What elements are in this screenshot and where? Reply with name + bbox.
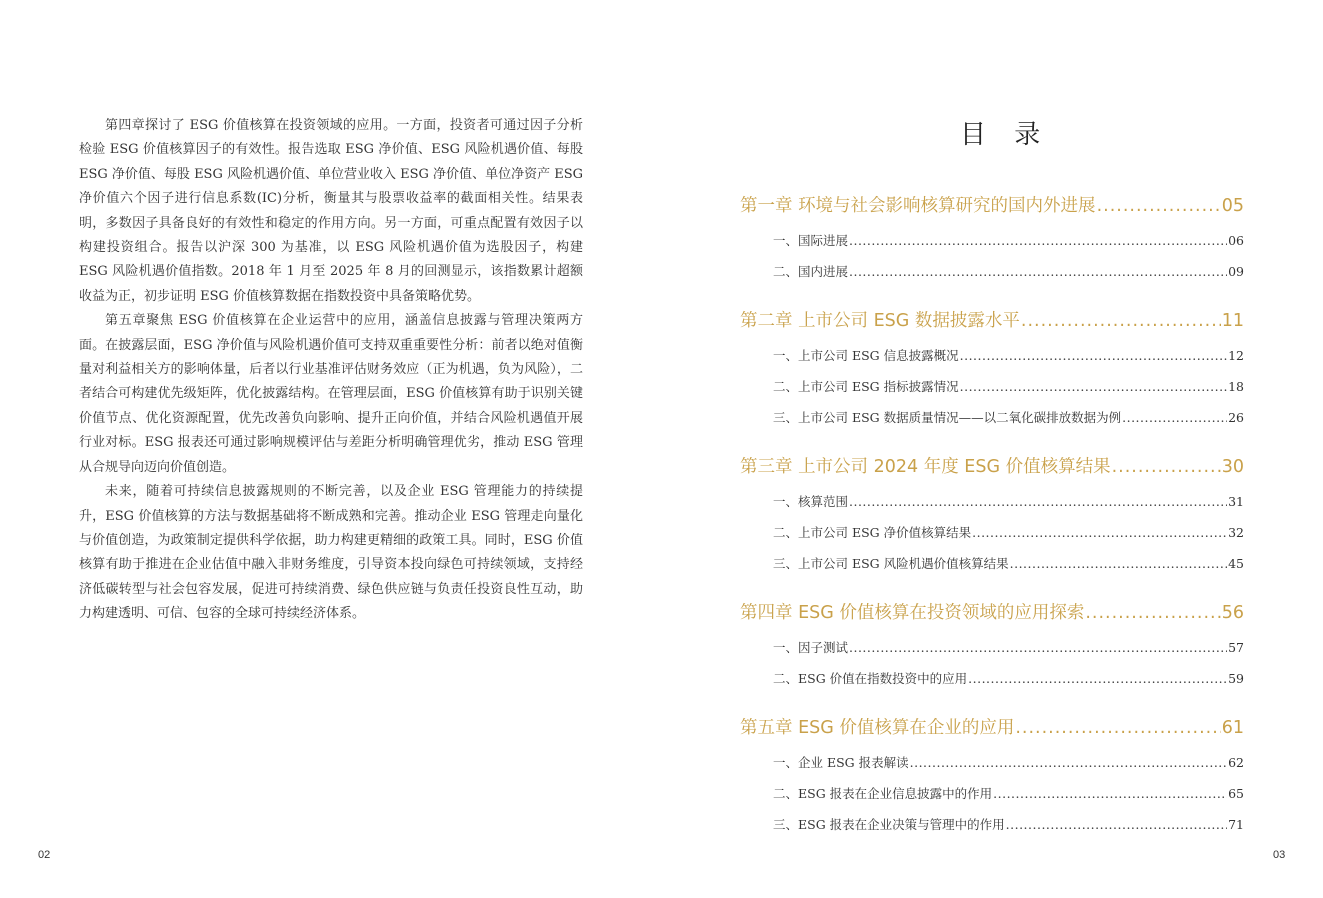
paragraph: 第四章探讨了 ESG 价值核算在投资领域的应用。一方面，投资者可通过因子分析检验 ESG 价值核算因子的有效性。报告选取 ESG 净价值、ESG 风险机遇价值、每股 ESG 净价值、每股 ESG 风险机遇价值、单位营业收入 ESG 净价值、单位净资产 ESG 净价值六个因子进行信息系数(IC)分析，衡量其与股票收益率的截面相关性。结果表明，多数因子具备良好的有效性和稳定的作用方向。另一方面，可重点配置有效因子以构建投资组合。报告以沪深 300 为基准，以 ESG 风险机遇价值为选股因子，构建 ESG 风险机遇价值指数。2018 年 1 月至 2025 年 8 月的回测显示，该指数累计超额收益为正，初步证明 ESG 价值核算数据在指数投资中具备策略优势。 — [79, 118, 583, 304]
section-page: 45 — [1228, 556, 1244, 571]
section-title: 二、国内进展 — [773, 264, 849, 279]
chapter-title: 第一章 环境与社会影响核算研究的国内外进展 — [740, 196, 1096, 216]
section-page: 32 — [1228, 525, 1244, 540]
section-page: 59 — [1228, 671, 1244, 686]
section-page: 62 — [1228, 755, 1244, 770]
section-title: 一、因子测试 — [773, 640, 849, 655]
section-page: 57 — [1228, 640, 1244, 655]
leader-dots — [968, 663, 1227, 694]
section-title: 三、上市公司 ESG 数据质量情况——以二氧化碳排放数据为例 — [773, 410, 1122, 425]
page-number-right: 03 — [1273, 849, 1286, 861]
toc-section[interactable] — [740, 632, 1244, 663]
section-page: 26 — [1228, 410, 1244, 425]
leader-dots — [849, 225, 1227, 256]
toc-section[interactable] — [740, 256, 1244, 287]
toc-section[interactable] — [740, 340, 1244, 371]
toc-section[interactable] — [740, 371, 1244, 402]
section-title: 一、上市公司 ESG 信息披露概况 — [773, 348, 959, 363]
leader-dots — [960, 340, 1227, 371]
chapter-title: 第二章 上市公司 ESG 数据披露水平 — [740, 311, 1020, 331]
leader-dots — [1085, 603, 1220, 623]
chapter-title: 第五章 ESG 价值核算在企业的应用 — [740, 718, 1015, 738]
section-title: 二、ESG 报表在企业信息披露中的作用 — [773, 786, 993, 801]
chapter-title: 第三章 上市公司 2024 年度 ESG 价值核算结果 — [740, 457, 1111, 477]
section-page: 18 — [1228, 379, 1244, 394]
toc-section[interactable] — [740, 225, 1244, 256]
toc-chapter-5[interactable] — [740, 714, 1244, 740]
chapter-title: 第四章 ESG 价值核算在投资领域的应用探索 — [740, 603, 1085, 623]
section-page: 65 — [1228, 786, 1244, 801]
leader-dots — [1112, 457, 1221, 477]
section-title: 二、上市公司 ESG 净价值核算结果 — [773, 525, 972, 540]
leader-dots — [1010, 548, 1227, 579]
toc-section[interactable] — [740, 402, 1244, 433]
toc-section[interactable] — [740, 517, 1244, 548]
toc-section[interactable] — [740, 809, 1244, 840]
chapter-page: 61 — [1221, 718, 1244, 738]
toc-section[interactable] — [740, 747, 1244, 778]
toc-section[interactable] — [740, 663, 1244, 694]
leader-dots — [1122, 402, 1227, 433]
section-page: 06 — [1228, 233, 1244, 248]
toc-section[interactable] — [740, 778, 1244, 809]
leader-dots — [849, 486, 1227, 517]
left-page — [0, 0, 661, 898]
table-of-contents — [740, 192, 1244, 840]
toc-chapter-4[interactable] — [740, 599, 1244, 625]
leader-dots — [849, 256, 1227, 287]
leader-dots — [849, 632, 1227, 663]
page-number-left: 02 — [38, 849, 51, 861]
summary-text — [79, 114, 583, 627]
toc-title: 目 录 — [960, 120, 1051, 150]
section-page: 09 — [1228, 264, 1244, 279]
section-title: 二、上市公司 ESG 指标披露情况 — [773, 379, 959, 394]
chapter-page: 05 — [1221, 196, 1244, 216]
leader-dots — [993, 778, 1227, 809]
leader-dots — [972, 517, 1227, 548]
section-page: 71 — [1228, 817, 1244, 832]
section-title: 一、国际进展 — [773, 233, 849, 248]
leader-dots — [1006, 809, 1227, 840]
leader-dots — [1097, 196, 1221, 216]
section-page: 12 — [1228, 348, 1244, 363]
section-title: 二、ESG 价值在指数投资中的应用 — [773, 671, 968, 686]
toc-section[interactable] — [740, 548, 1244, 579]
toc-section[interactable] — [740, 486, 1244, 517]
chapter-page: 56 — [1221, 603, 1244, 623]
leader-dots — [910, 747, 1227, 778]
leader-dots — [960, 371, 1227, 402]
section-title: 三、上市公司 ESG 风险机遇价值核算结果 — [773, 556, 1009, 571]
toc-chapter-1[interactable] — [740, 192, 1244, 218]
chapter-page: 11 — [1221, 311, 1244, 331]
toc-chapter-3[interactable] — [740, 453, 1244, 479]
section-title: 三、ESG 报表在企业决策与管理中的作用 — [773, 817, 1005, 832]
section-title: 一、企业 ESG 报表解读 — [773, 755, 909, 770]
paragraph: 未来，随着可持续信息披露规则的不断完善，以及企业 ESG 管理能力的持续提升，ESG 价值核算的方法与数据基础将不断成熟和完善。推动企业 ESG 管理走向量化与价值创造，为政策制定提供科学依据，助力构建更精细的政策工具。同时，ESG 价值核算有助于推进在企业估值中融入非财务维度，引导资本投向绿色可持续领域，支持经济低碳转型与社会包容发展，促进可持续消费、绿色供应链与负责任投资良性互动，助力构建透明、可信、包容的全球可持续经济体系。 — [79, 484, 583, 622]
leader-dots — [1015, 718, 1220, 738]
toc-chapter-2[interactable] — [740, 307, 1244, 333]
section-title: 一、核算范围 — [773, 494, 849, 509]
paragraph: 第五章聚焦 ESG 价值核算在企业运营中的应用，涵盖信息披露与管理决策两方面。在披露层面，ESG 净价值与风险机遇价值可支持双重重要性分析：前者以绝对值衡量对利益相关方的影响体量，后者以行业基准评估财务效应（正为机遇，负为风险），二者结合可构建优先级矩阵，优化披露结构。在管理层面，ESG 价值核算有助于识别关键价值节点、优化资源配置，优先改善负向影响、提升正向价值，并结合风险机遇值开展行业对标。ESG 报表还可通过影响规模评估与差距分析明确管理优劣，推动 ESG 管理从合规导向迈向价值创造。 — [79, 313, 583, 475]
chapter-page: 30 — [1221, 457, 1244, 477]
section-page: 31 — [1228, 494, 1244, 509]
leader-dots — [1021, 311, 1221, 331]
